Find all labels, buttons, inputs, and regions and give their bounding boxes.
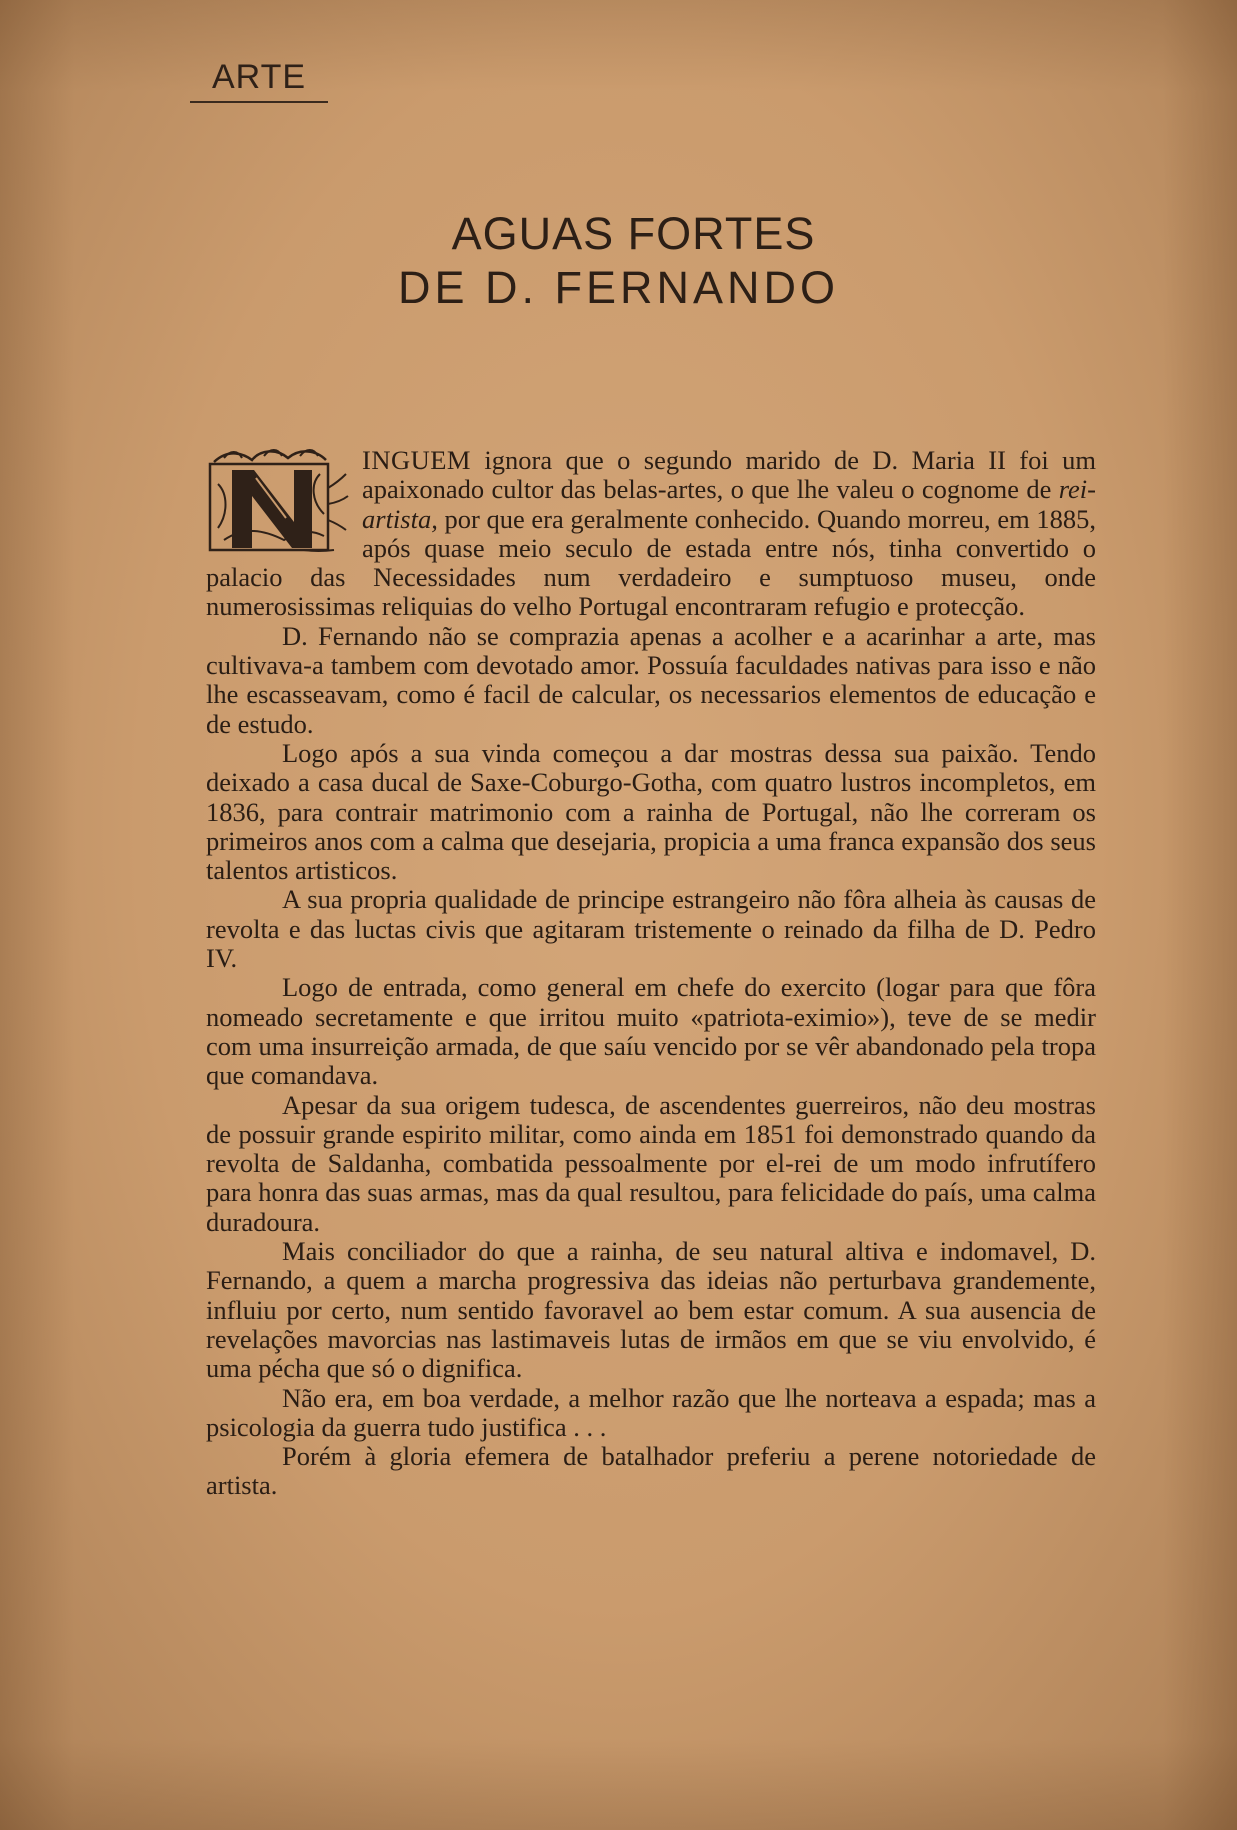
ornamental-initial-n-icon: [204, 444, 352, 556]
article-title: [0, 205, 1237, 317]
paragraph-6: Apesar da sua origem tudesca, de ascendentes guerreiros, não deu mostras de possuir grande espirito militar, como ainda em 1851 foi demonstrado quando da revolta de Saldanha, combatida pessoalmente por el-rei de um modo infrutífero para honra das suas armas, mas da qual resultou, para felicidade do país, uma calma duradoura.: [206, 1089, 1096, 1237]
section-label: ARTE: [190, 58, 328, 103]
paragraph-9: Porém à gloria efemera de batalhador preferiu a perene notoriedade de artista.: [206, 1441, 1096, 1501]
paragraph-5: Logo de entrada, como general em chefe do exercito (logar para que fôra nomeado secretamente e que irritou muito «patriota-eximio»), teve de se medir com uma insurreição armada, de que saíu vencido por se vêr abandonado pela tropa que comandava.: [206, 972, 1096, 1091]
paragraph-3: Logo após a sua vinda começou a dar mostras dessa sua paixão. Tendo deixado a casa ducal de Saxe-Coburgo-Gotha, com quatro lustros incompletos, em 1836, para contrair matrimonio com a rainha de Portugal, não lhe correram os primeiros anos com a calma que desejaria, propicia a uma franca expansão dos seus talentos artisticos.: [206, 737, 1096, 886]
paragraph-4: A sua propria qualidade de principe estrangeiro não fôra alheia às causas de revolta e das luctas civis que agitaram tristemente o reinado da filha de D. Pedro IV.: [206, 884, 1096, 974]
paragraph-7: Mais conciliador do que a rainha, de seu natural altiva e indomavel, D. Fernando, a quem a marcha progressiva das ideias não perturbava grandemente, influiu por certo, num sentido favoravel ao bem estar comum. A sua ausencia de revelações mavorcias nas lastimaveis lutas de irmãos em que se viu envolvido, é uma pécha que só o dignifica.: [206, 1236, 1096, 1384]
paragraph-2: D. Fernando não se comprazia apenas a acolher e a acarinhar a arte, mas cultivava-a tambem com devotado amor. Possuía faculdades nativas para isso e não lhe escasseavam, como é facil de calcular, os necessarios elementos de educação e de estudo.: [206, 620, 1096, 739]
ornamental-initial: [204, 444, 352, 556]
paragraph-1-text-b: por que era geralmente conhecido. Quando morreu, em 1885, após quase meio seculo de estada entre nós, tinha convertido o palacio das Necessidades num verdadeiro e sumptuoso museu, onde numerosissimas reliquias do velho Portugal encontraram refugio e protecção.: [206, 503, 1096, 622]
lead-word: INGUEM: [362, 445, 471, 475]
paragraph-1-text-a: ignora que o segundo marido de D. Maria II foi um apaixonado cultor das belas-artes, o que lhe valeu o cognome de: [362, 445, 1096, 505]
paragraph-1-italic: rei-artista,: [362, 474, 1096, 534]
article-body: [206, 446, 1096, 1501]
title-line-2: DE D. FERNANDO: [397, 262, 840, 313]
title-line-1: AGUAS FORTES: [451, 208, 816, 259]
paragraph-1: [206, 446, 1096, 622]
paragraph-8: Não era, em boa verdade, a melhor razão que lhe norteava a espada; mas a psicologia da guerra tudo justifica . . .: [206, 1382, 1096, 1442]
